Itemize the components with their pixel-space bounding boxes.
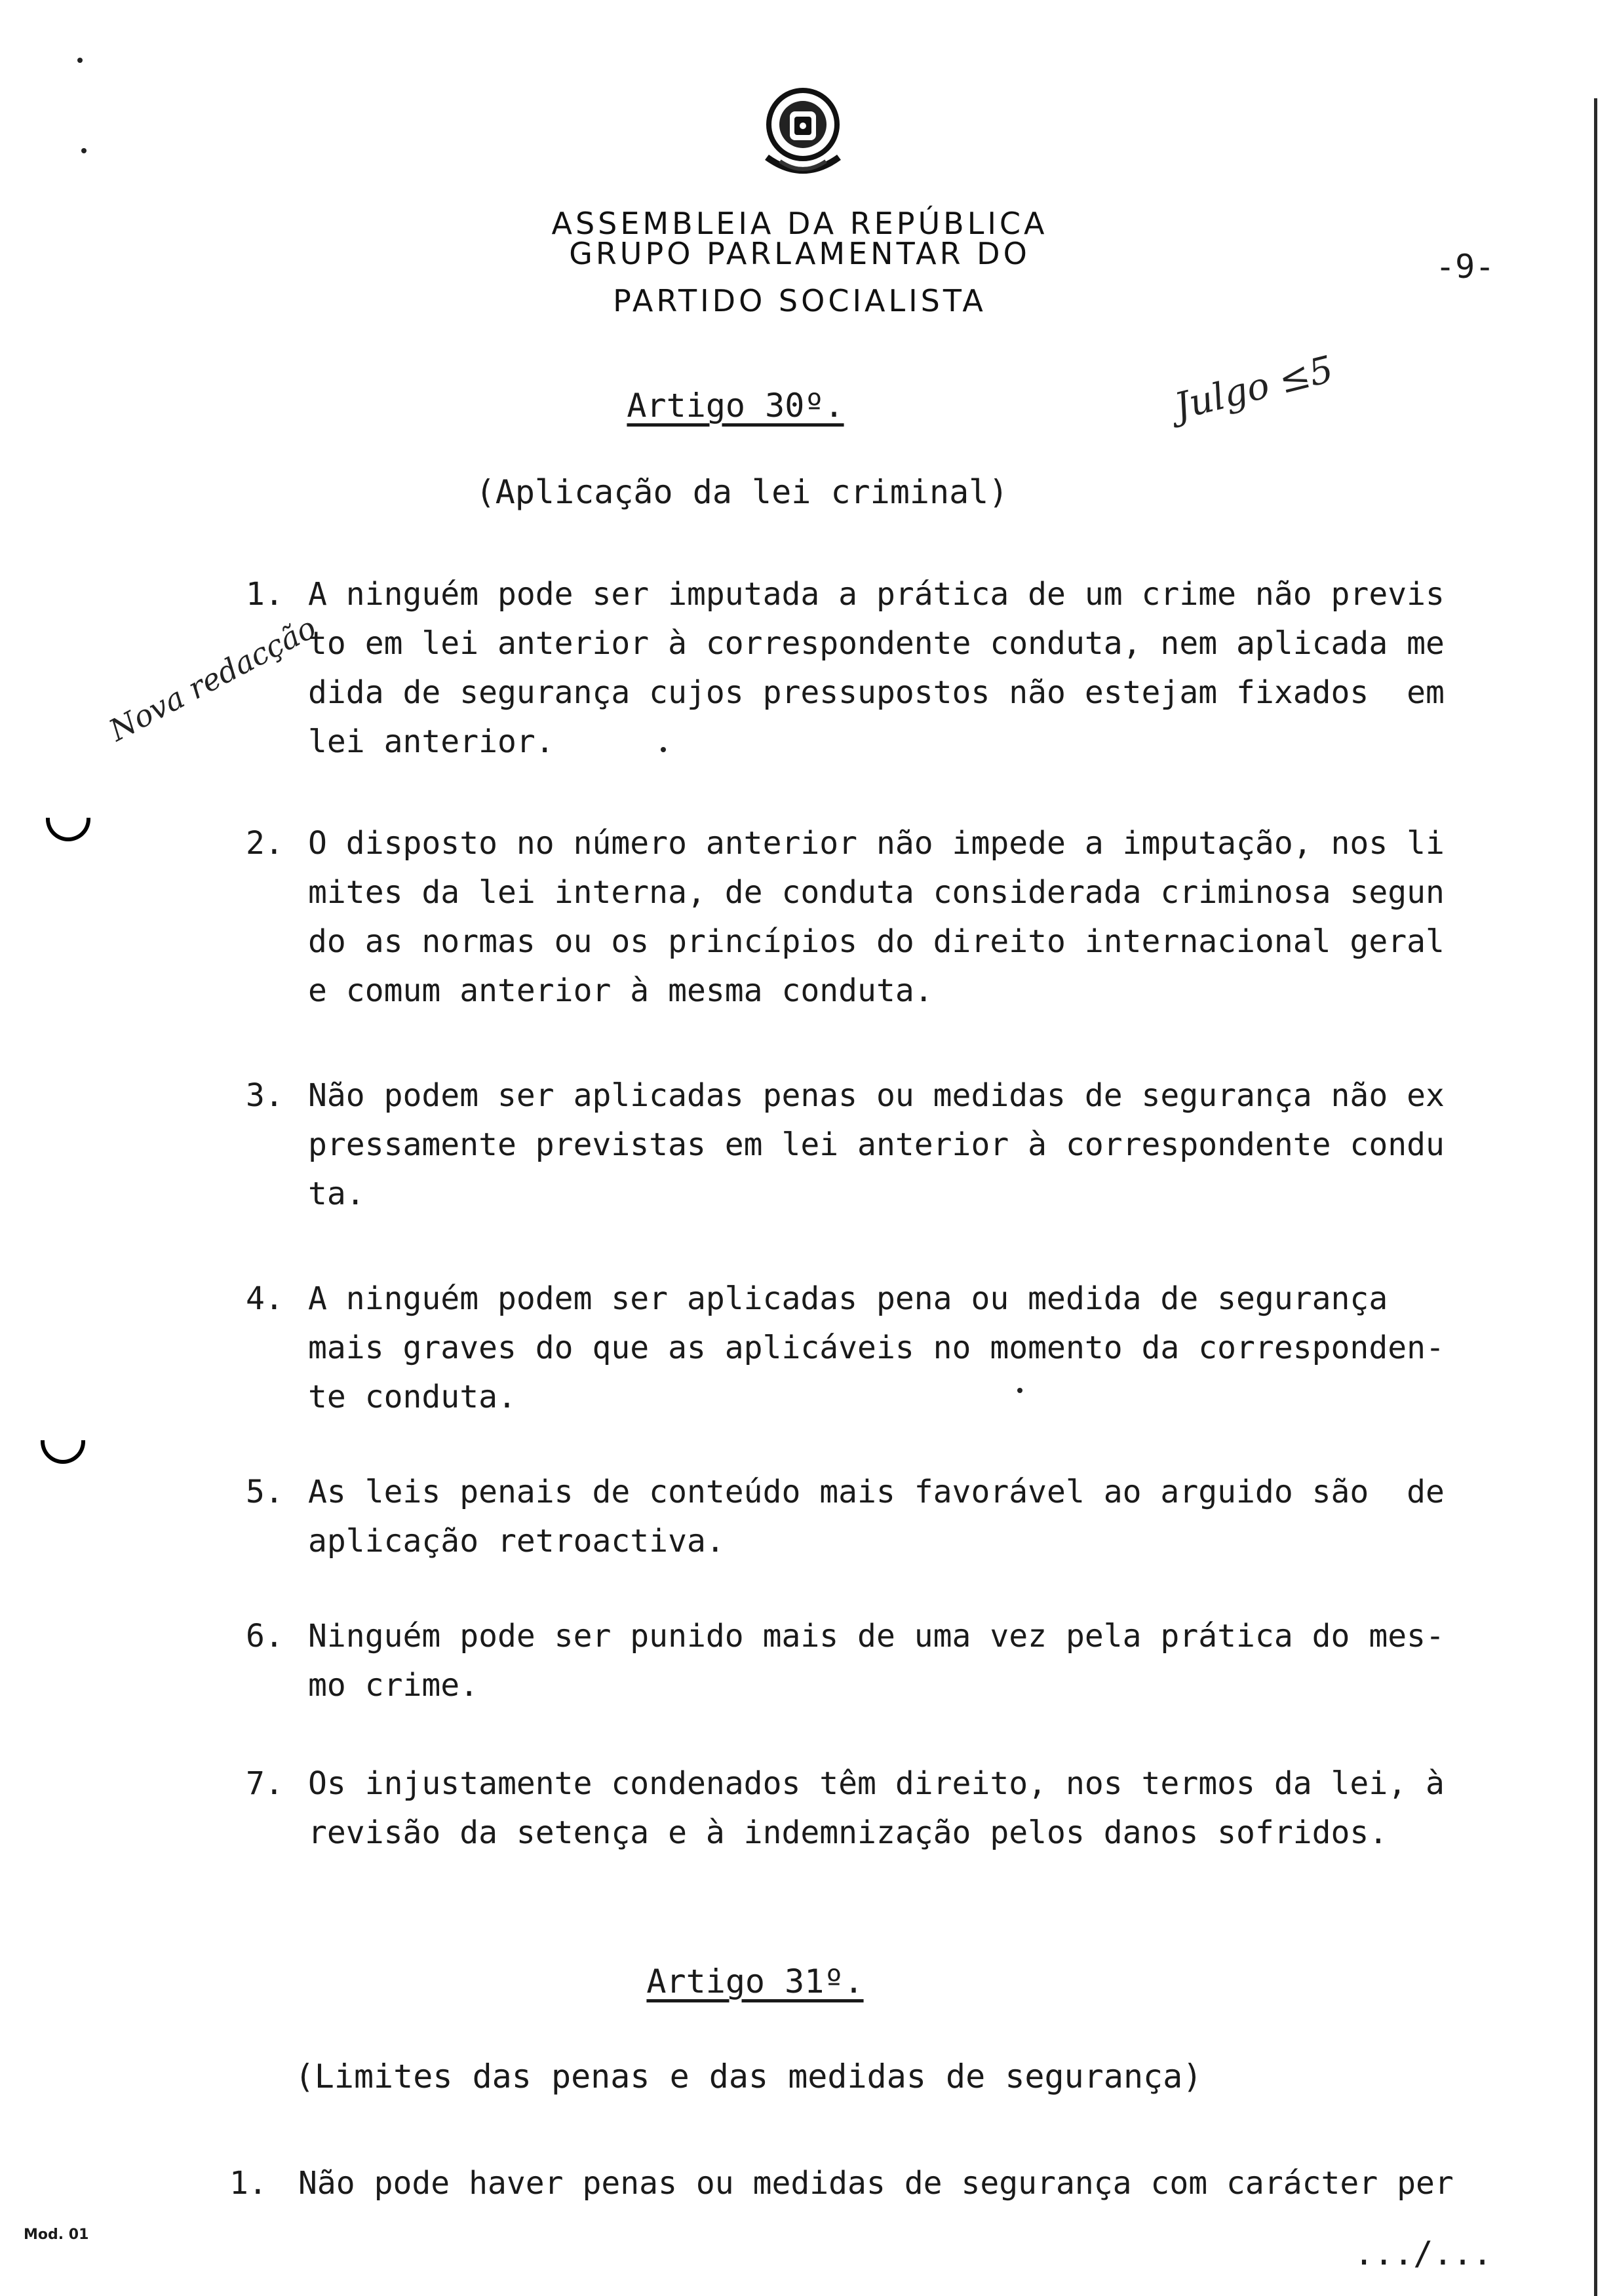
paragraph-number: 1. <box>246 576 284 613</box>
paragraph-line: Ninguém pode ser punido mais de uma vez pela prática do mes- <box>308 1618 1445 1655</box>
speck <box>661 747 666 752</box>
paragraph-line: A ninguém pode ser imputada a prática de um crime não previs <box>308 576 1445 613</box>
paragraph-line: Não pode haver penas ou medidas de segurança com carácter per <box>298 2165 1454 2202</box>
header-group: GRUPO PARLAMENTAR DO <box>569 236 1030 271</box>
paragraph-number: 5. <box>246 1474 284 1510</box>
paragraph-number: 1. <box>229 2165 267 2202</box>
article-30-subtitle: (Aplicação da lei criminal) <box>475 473 1009 511</box>
form-code: Mod. 01 <box>24 2227 89 2243</box>
page-edge-shadow <box>1594 98 1597 2296</box>
paragraph-line: revisão da setença e à indemnização pelos danos sofridos. <box>308 1814 1388 1851</box>
paragraph-line: pressamente previstas em lei anterior à correspondente condu <box>308 1126 1445 1163</box>
paragraph-line: mais graves do que as aplicáveis no momento da corresponden- <box>308 1330 1445 1366</box>
article-31-title: Artigo 31º. <box>646 1962 864 2000</box>
paragraph-number: 3. <box>246 1077 284 1114</box>
paragraph-line: lei anterior. <box>308 723 555 760</box>
speck <box>77 58 83 63</box>
article-31-subtitle: (Limites das penas e das medidas de segurança) <box>294 2057 1203 2095</box>
paragraph-number: 6. <box>246 1618 284 1655</box>
paragraph-line: As leis penais de conteúdo mais favorável ao arguido são de <box>308 1474 1445 1510</box>
paragraph-line: dida de segurança cujos pressupostos não estejam fixados em <box>308 674 1445 711</box>
margin-mark <box>46 818 90 841</box>
paragraph-line: to em lei anterior à correspondente conduta, nem aplicada me <box>308 625 1445 662</box>
margin-mark <box>41 1440 85 1464</box>
speck <box>1017 1388 1022 1393</box>
paragraph-line: Os injustamente condenados têm direito, nos termos da lei, à <box>308 1765 1445 1802</box>
paragraph-number: 4. <box>246 1280 284 1317</box>
paragraph-line: e comum anterior à mesma conduta. <box>308 972 933 1009</box>
paragraph-line: mites da lei interna, de conduta considerada criminosa segun <box>308 874 1445 911</box>
header-assembly: ASSEMBLEIA DA REPÚBLICA <box>551 206 1048 241</box>
coat-of-arms-icon <box>747 79 859 190</box>
paragraph-line: do as normas ou os princípios do direito internacional geral <box>308 923 1445 960</box>
paragraph-line: aplicação retroactiva. <box>308 1523 725 1559</box>
paragraph-number: 7. <box>246 1765 284 1802</box>
article-30-title: Artigo 30º. <box>627 387 844 425</box>
header-party: PARTIDO SOCIALISTA <box>613 283 986 318</box>
paragraph-line: Não podem ser aplicadas penas ou medidas de segurança não ex <box>308 1077 1445 1114</box>
paragraph-line: O disposto no número anterior não impede a imputação, nos li <box>308 825 1445 862</box>
continuation-mark: .../... <box>1354 2234 1492 2272</box>
handwritten-note-margin: Nova redacção <box>103 609 322 748</box>
page-number: -9- <box>1435 248 1495 286</box>
paragraph-line: te conduta. <box>308 1379 516 1415</box>
handwritten-note-top: Julgo ≤5 <box>1170 348 1338 429</box>
paragraph-line: mo crime. <box>308 1667 479 1704</box>
paragraph-line: A ninguém podem ser aplicadas pena ou medida de segurança <box>308 1280 1388 1317</box>
speck <box>81 148 87 153</box>
paragraph-number: 2. <box>246 825 284 862</box>
paragraph-line: ta. <box>308 1176 365 1212</box>
